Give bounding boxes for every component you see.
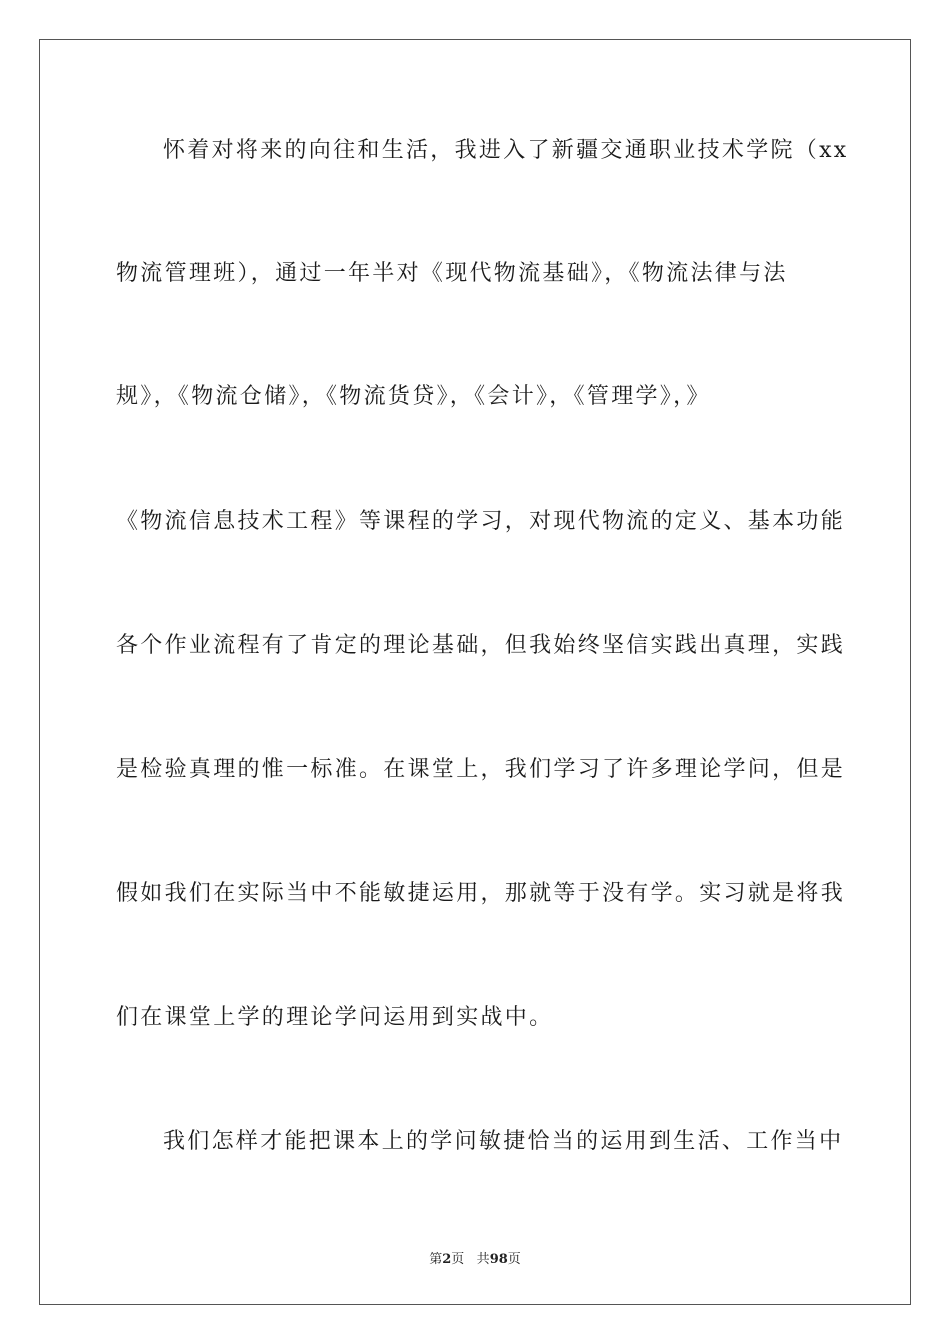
paragraph-1-line-5: 各个作业流程有了肯定的理论基础，但我始终坚信实践出真理，实践	[116, 633, 846, 658]
paragraph-1-line-4: 《物流信息技术工程》等课程的学习，对现代物流的定义、基本功能	[116, 509, 846, 534]
total-prefix: 共	[476, 1252, 490, 1267]
page-prefix: 第	[429, 1252, 443, 1267]
paragraph-1-line-6: 是检验真理的惟一标准。在课堂上，我们学习了许多理论学问，但是	[116, 757, 846, 782]
paragraph-1-line-2: 物流管理班），通过一年半对《现代物流基础》，《物流法律与法	[116, 261, 788, 286]
page-footer	[0, 1248, 950, 1267]
paragraph-1-line-8: 们在课堂上学的理论学问运用到实战中。	[116, 1005, 554, 1030]
page-border	[39, 39, 911, 1305]
paragraph-1-line-7: 假如我们在实际当中不能敏捷运用，那就等于没有学。实习就是将我	[116, 881, 846, 906]
total-unit: 页	[507, 1252, 521, 1267]
page-number: 2	[442, 1252, 452, 1267]
paragraph-1-line-3: 规》，《物流仓储》，《物流货贷》，《会计》，《管理学》，》	[116, 384, 711, 409]
paragraph-1-line-1: 怀着对将来的向往和生活，我进入了新疆交通职业技术学院（xx	[163, 138, 849, 163]
total-pages: 98	[489, 1252, 508, 1267]
paragraph-2-line-1: 我们怎样才能把课本上的学问敏捷恰当的运用到生活、工作当中	[163, 1129, 844, 1154]
page-unit: 页	[451, 1252, 465, 1267]
